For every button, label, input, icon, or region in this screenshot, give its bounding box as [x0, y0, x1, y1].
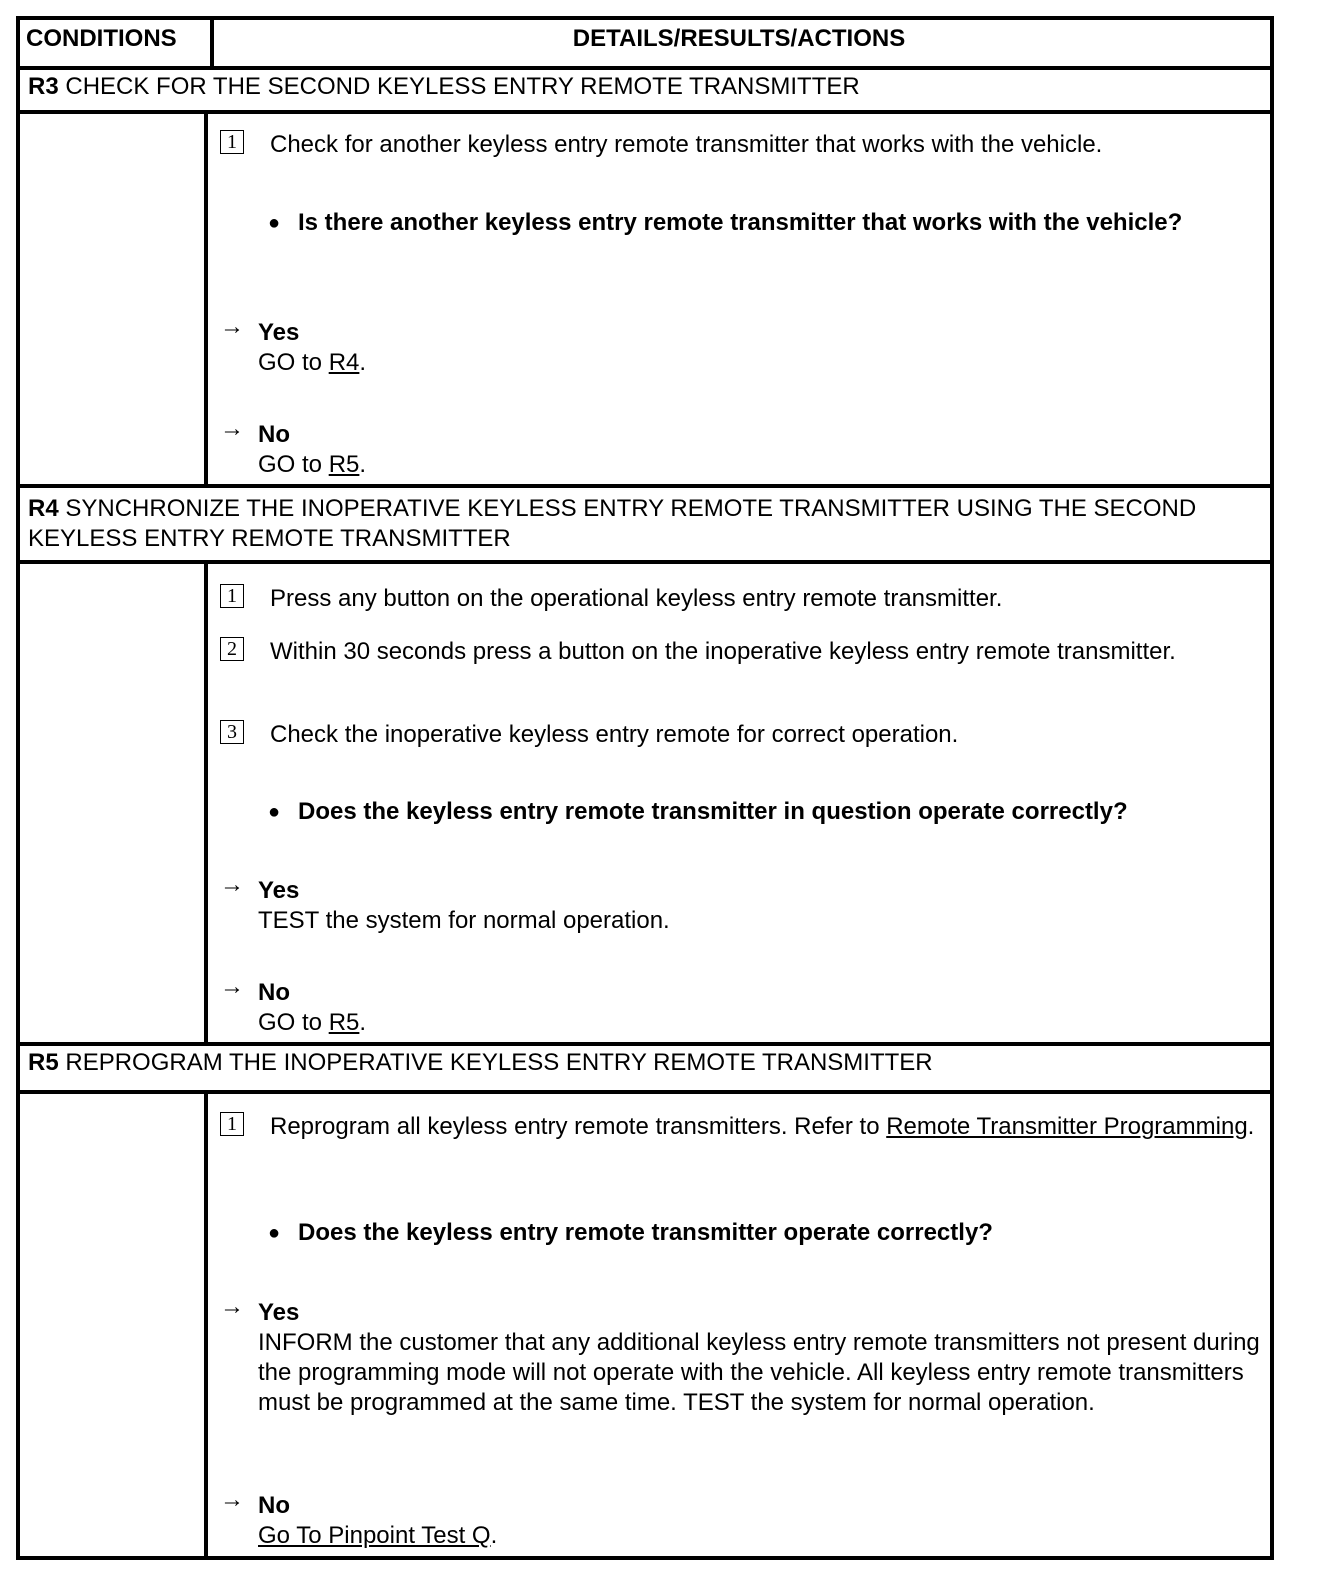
step-item: [220, 1112, 1262, 1142]
answer-label: No: [258, 421, 290, 448]
step-text: Reprogram all keyless entry remote transmitters. Refer to: [270, 1113, 887, 1140]
step-id: R4: [28, 495, 59, 522]
step-item: [220, 720, 1262, 750]
bullet-icon: ●: [268, 1222, 281, 1244]
arrow-right-icon: →: [220, 973, 244, 1000]
link-pinpoint-test-q[interactable]: Go To Pinpoint Test Q: [258, 1522, 491, 1549]
answer-text: INFORM the customer that any additional keyless entry remote transmitters not present during the programming mode will not operate with the vehicle. All keyless entry remote transmitters must be programmed at the same time. TEST the system for normal operation.: [258, 1329, 1260, 1416]
answer-text-end: .: [490, 1522, 498, 1549]
r4-title-row: [20, 488, 1270, 564]
arrow-right-icon: →: [220, 1293, 244, 1320]
details-cell: [208, 114, 1270, 484]
step-text-end: .: [1247, 1113, 1255, 1140]
question-text: Does the keyless entry remote transmitter operate correctly?: [298, 1219, 993, 1246]
answer-text: TEST the system for normal operation.: [258, 907, 670, 934]
step-item: [220, 584, 1262, 614]
step-id: R5: [28, 1049, 59, 1076]
table-header: [20, 20, 1270, 70]
conditions-cell: [20, 1094, 208, 1556]
step-id: R3: [28, 73, 59, 100]
answer-text: GO to: [258, 451, 329, 478]
answer-label: No: [258, 1492, 290, 1519]
answer-yes: [220, 871, 1262, 936]
arrow-right-icon: →: [220, 313, 244, 340]
link-r5[interactable]: R5: [328, 451, 360, 478]
step-number-box: 1: [220, 584, 244, 608]
r4-body-row: [20, 564, 1270, 1046]
conditions-cell: [20, 564, 208, 1042]
answer-no: [220, 1486, 1262, 1551]
question-item: [220, 1218, 1262, 1248]
step-text: Check for another keyless entry remote transmitter that works with the vehicle.: [270, 131, 1103, 158]
answer-label: Yes: [258, 319, 300, 346]
question-item: [220, 797, 1262, 827]
answer-yes: [220, 1293, 1262, 1418]
step-item: [220, 637, 1262, 667]
arrow-right-icon: →: [220, 415, 244, 442]
step-title: SYNCHRONIZE THE INOPERATIVE KEYLESS ENTRY REMOTE TRANSMITTER USING THE SECOND KEYLESS ENTRY REMOTE TRANSMITTER: [28, 495, 1197, 552]
link-remote-transmitter-programming[interactable]: Remote Transmitter Programming: [886, 1113, 1248, 1140]
r5-title-row: [20, 1046, 1270, 1094]
answer-label: Yes: [258, 877, 300, 904]
details-header: DETAILS/RESULTS/ACTIONS: [572, 25, 906, 52]
link-r4[interactable]: R4: [328, 349, 360, 376]
step-number-box: 2: [220, 637, 244, 661]
answer-label: No: [258, 979, 290, 1006]
step-title: CHECK FOR THE SECOND KEYLESS ENTRY REMOTE TRANSMITTER: [65, 73, 860, 100]
answer-text: GO to: [258, 1009, 329, 1036]
answer-no: [220, 415, 1262, 480]
step-text: Press any button on the operational keyless entry remote transmitter.: [270, 585, 1003, 612]
answer-text: GO to: [258, 349, 329, 376]
details-cell: [208, 1094, 1270, 1556]
arrow-right-icon: →: [220, 871, 244, 898]
step-text: Check the inoperative keyless entry remote for correct operation.: [270, 721, 959, 748]
step-item: [220, 130, 1262, 160]
step-text: Within 30 seconds press a button on the inoperative keyless entry remote transmitter.: [270, 638, 1176, 665]
question-item: [220, 208, 1262, 238]
conditions-cell: [20, 114, 208, 484]
answer-text-end: .: [359, 1009, 367, 1036]
question-text: Does the keyless entry remote transmitter in question operate correctly?: [298, 798, 1128, 825]
r3-body-row: [20, 114, 1270, 488]
answer-text-end: .: [359, 349, 367, 376]
details-cell: [208, 564, 1270, 1042]
step-number-box: 1: [220, 1112, 244, 1136]
diagnostic-table: [16, 16, 1274, 1560]
bullet-icon: ●: [268, 212, 281, 234]
step-title: REPROGRAM THE INOPERATIVE KEYLESS ENTRY REMOTE TRANSMITTER: [65, 1049, 933, 1076]
arrow-right-icon: →: [220, 1486, 244, 1513]
question-text: Is there another keyless entry remote transmitter that works with the vehicle?: [298, 209, 1183, 236]
conditions-header: CONDITIONS: [20, 20, 214, 66]
step-number-box: 3: [220, 720, 244, 744]
r3-title-row: [20, 70, 1270, 114]
answer-yes: [220, 313, 1262, 378]
r5-body-row: [20, 1094, 1270, 1556]
answer-label: Yes: [258, 1299, 300, 1326]
step-number-box: 1: [220, 130, 244, 154]
answer-no: [220, 973, 1262, 1038]
answer-text-end: .: [359, 451, 367, 478]
bullet-icon: ●: [268, 801, 281, 823]
link-r5[interactable]: R5: [328, 1009, 360, 1036]
